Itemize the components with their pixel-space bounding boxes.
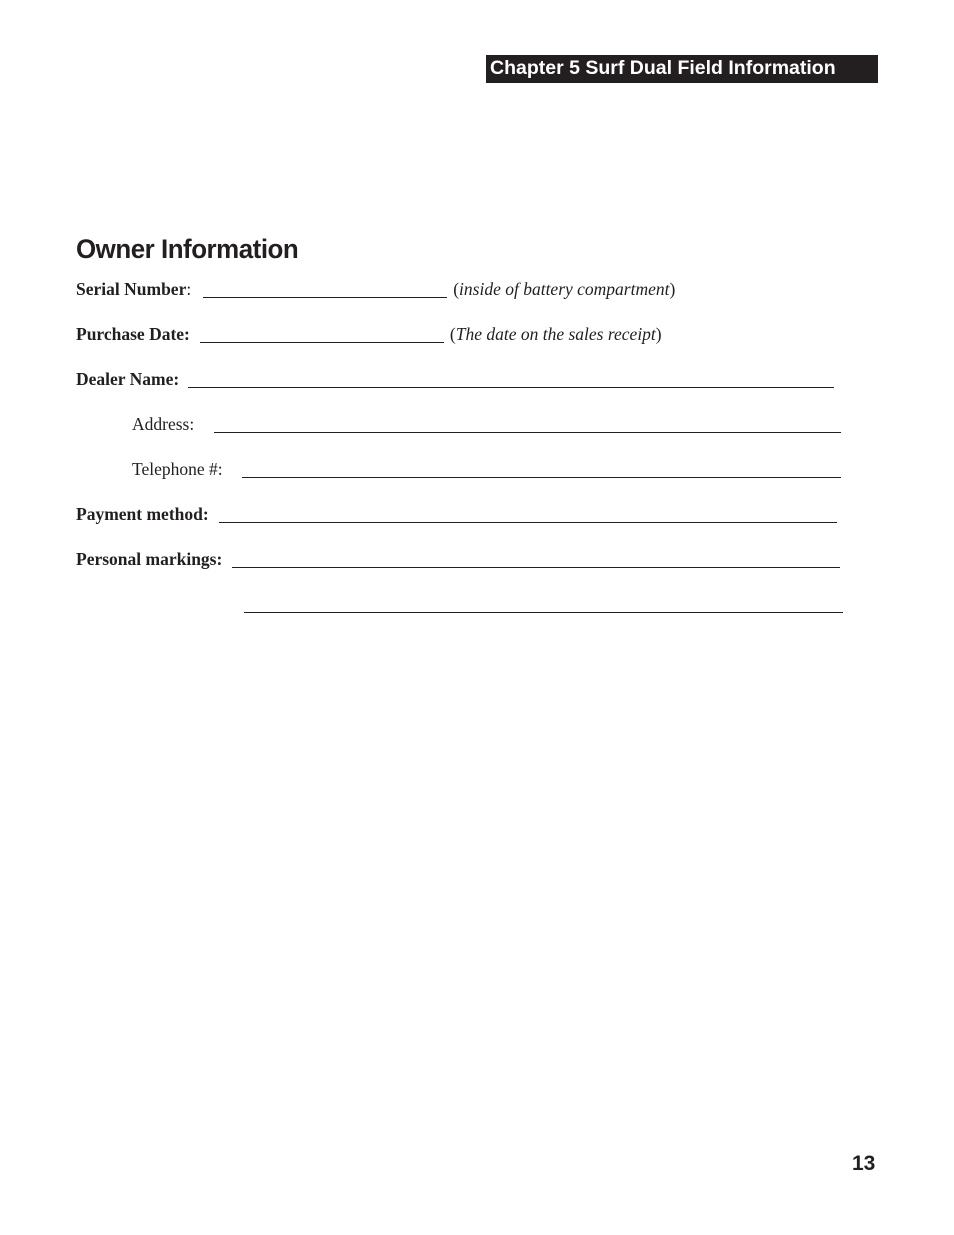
dealer-name-field[interactable]: [188, 369, 834, 388]
serial-number-field[interactable]: [203, 279, 447, 298]
telephone-label: Telephone #:: [132, 459, 223, 479]
purchase-date-field[interactable]: [200, 324, 444, 343]
address-label: Address:: [132, 414, 195, 434]
chapter-banner: Chapter 5 Surf Dual Field Information: [486, 55, 878, 83]
dealer-name-row: [76, 366, 834, 390]
payment-method-label: Payment method:: [76, 504, 209, 524]
page-number: 13: [852, 1152, 876, 1175]
address-field[interactable]: [214, 414, 841, 433]
telephone-row: [132, 456, 841, 480]
serial-number-note: (inside of battery compartment): [453, 279, 676, 299]
serial-number-colon: :: [186, 279, 192, 299]
personal-markings-field[interactable]: [232, 549, 840, 568]
purchase-date-label: Purchase Date:: [76, 324, 190, 344]
purchase-date-row: [76, 321, 662, 345]
purchase-date-note: (The date on the sales receipt): [449, 324, 662, 344]
personal-markings-row-2: [244, 591, 843, 615]
serial-number-row: [76, 276, 675, 300]
personal-markings-label: Personal markings:: [76, 549, 223, 569]
dealer-name-label: Dealer Name:: [76, 369, 180, 389]
section-title: Owner Information: [76, 234, 299, 264]
personal-markings-row: [76, 546, 840, 570]
personal-markings-field-2[interactable]: [244, 594, 843, 613]
serial-number-label: Serial Number: [76, 279, 187, 299]
address-row: [132, 411, 841, 435]
telephone-field[interactable]: [242, 459, 841, 478]
payment-method-row: [76, 501, 837, 525]
payment-method-field[interactable]: [219, 504, 837, 523]
